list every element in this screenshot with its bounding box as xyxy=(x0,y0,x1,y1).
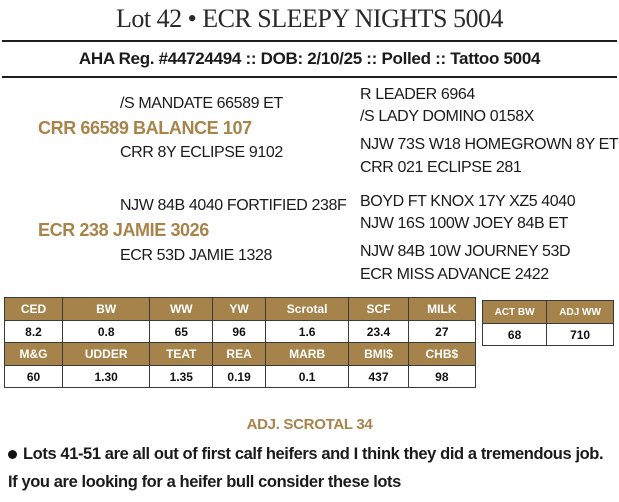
epd-header: SCF xyxy=(349,298,408,321)
note-text: Lots 41-51 are all out of first calf heifers and I think they did a tremendous job. If you are looking for a heifer bull consider these lots xyxy=(8,445,604,491)
epd-header: CHB$ xyxy=(408,343,475,366)
epd-header: UDDER xyxy=(63,343,150,366)
actual-value-row xyxy=(483,324,614,346)
sire-sire: /S MANDATE 66589 ET xyxy=(120,95,283,112)
epd-value: 8.2 xyxy=(5,321,63,343)
actual-header-row xyxy=(483,301,614,324)
sd-dam: CRR 021 ECLIPSE 281 xyxy=(360,159,522,176)
sd-sire: NJW 73S W18 HOMEGROWN 8Y ET xyxy=(360,136,619,153)
epd-header: REA xyxy=(213,343,266,366)
epd-value: 437 xyxy=(349,366,408,388)
epd-table xyxy=(4,297,476,388)
epd-value: 1.30 xyxy=(63,366,150,388)
epd-header: WW xyxy=(150,298,213,321)
lot-note xyxy=(8,440,613,496)
dam-name: ECR 238 JAMIE 3026 xyxy=(38,220,209,240)
epd-value: 98 xyxy=(408,366,475,388)
sire-name: CRR 66589 BALANCE 107 xyxy=(38,118,252,138)
epd-value: 27 xyxy=(408,321,475,343)
dam-dam: ECR 53D JAMIE 1328 xyxy=(120,247,272,264)
dd-dam: ECR MISS ADVANCE 2422 xyxy=(360,266,549,283)
ds-sire: BOYD FT KNOX 17Y XZ5 4040 xyxy=(360,193,576,210)
epd-value: 1.35 xyxy=(150,366,213,388)
actual-header: ACT BW xyxy=(483,301,547,324)
actual-value: 68 xyxy=(483,324,547,346)
epd-header: BMI$ xyxy=(349,343,408,366)
actual-header: ADJ WW xyxy=(547,301,614,324)
epd-value: 0.19 xyxy=(213,366,266,388)
epd-value: 1.6 xyxy=(265,321,348,343)
epd-value: 23.4 xyxy=(349,321,408,343)
epd-header: MARB xyxy=(265,343,348,366)
epd-header: BW xyxy=(63,298,150,321)
epd-header-row-2 xyxy=(5,343,476,366)
bullet-icon xyxy=(8,450,17,459)
sire-dam: CRR 8Y ECLIPSE 9102 xyxy=(120,144,283,161)
epd-value: 0.1 xyxy=(265,366,348,388)
epd-value-row-2 xyxy=(5,366,476,388)
epd-value-row-1 xyxy=(5,321,476,343)
ss-sire: R LEADER 6964 xyxy=(360,86,475,103)
adj-scrotal: ADJ. SCROTAL 34 xyxy=(246,416,373,433)
epd-value: 60 xyxy=(5,366,63,388)
epd-header: Scrotal xyxy=(265,298,348,321)
epd-header: TEAT xyxy=(150,343,213,366)
epd-value: 0.8 xyxy=(63,321,150,343)
lot-title: Lot 42 • ECR SLEEPY NIGHTS 5004 xyxy=(116,4,503,33)
dam-sire: NJW 84B 4040 FORTIFIED 238F xyxy=(120,197,347,214)
dd-sire: NJW 84B 10W JOURNEY 53D xyxy=(360,243,571,260)
epd-value: 96 xyxy=(213,321,266,343)
epd-header: M&G xyxy=(5,343,63,366)
epd-header: CED xyxy=(5,298,63,321)
registration-bar: AHA Reg. #44724494 :: DOB: 2/10/25 :: Polled :: Tattoo 5004 xyxy=(2,40,617,78)
actual-value: 710 xyxy=(547,324,614,346)
epd-header: MILK xyxy=(408,298,475,321)
ds-dam: NJW 16S 100W JOEY 84B ET xyxy=(360,215,568,232)
epd-header-row-1 xyxy=(5,298,476,321)
actual-weights-table xyxy=(482,300,614,346)
epd-value: 65 xyxy=(150,321,213,343)
epd-header: YW xyxy=(213,298,266,321)
ss-dam: /S LADY DOMINO 0158X xyxy=(360,108,535,125)
